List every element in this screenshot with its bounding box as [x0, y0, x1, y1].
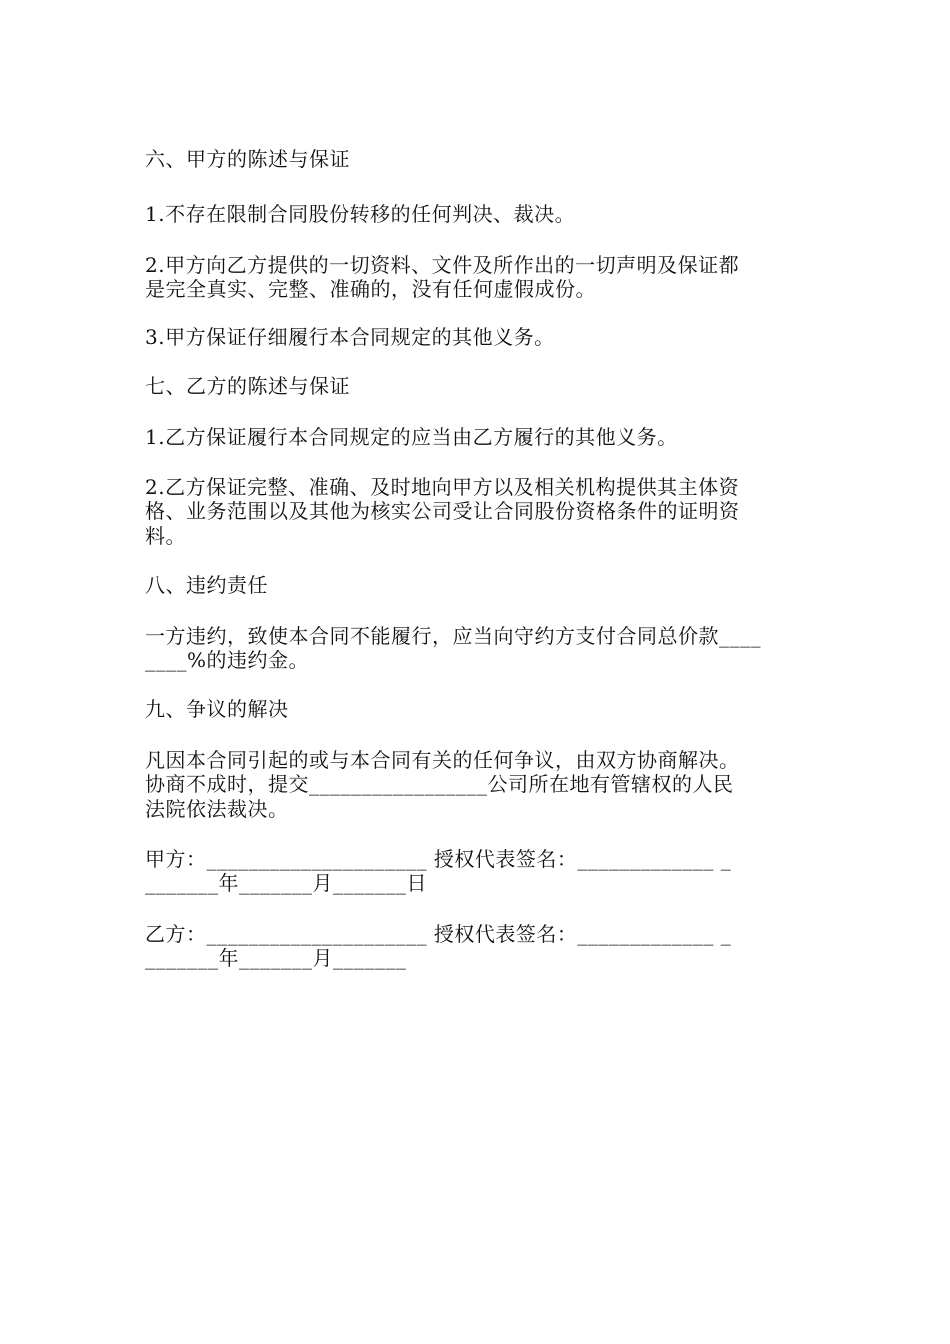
party-a-signature-line: 甲方：_____________________ 授权代表签名：_____________ _: [145, 847, 732, 871]
paragraph-6-2-line-2: 是完全真实、完整、准确的，没有任何虚假成份。: [145, 277, 596, 301]
party-a-date-line: _______年_______月_______日: [145, 871, 427, 895]
section-heading-9: 九、争议的解决: [145, 697, 289, 721]
paragraph-6-2-line-1: 2.甲方向乙方提供的一切资料、文件及所作出的一切声明及保证都: [145, 253, 740, 277]
section-heading-6: 六、甲方的陈述与保证: [145, 147, 350, 171]
party-b-signature-line: 乙方：_____________________ 授权代表签名：_____________ _: [145, 922, 732, 946]
paragraph-7-2-line-1: 2.乙方保证完整、准确、及时地向甲方以及相关机构提供其主体资: [145, 475, 740, 499]
paragraph-7-2-line-2: 格、业务范围以及其他为核实公司受让合同股份资格条件的证明资: [145, 499, 740, 523]
paragraph-7-1: 1.乙方保证履行本合同规定的应当由乙方履行的其他义务。: [145, 425, 678, 449]
party-b-date-line: _______年_______月_______: [145, 946, 407, 970]
paragraph-6-3: 3.甲方保证仔细履行本合同规定的其他义务。: [145, 325, 555, 349]
paragraph-9-line-2: 协商不成时，提交_________________公司所在地有管辖权的人民: [145, 772, 734, 796]
paragraph-8-line-2: ____%的违约金。: [145, 648, 310, 672]
section-heading-8: 八、违约责任: [145, 573, 268, 597]
section-heading-7: 七、乙方的陈述与保证: [145, 374, 350, 398]
paragraph-7-2-line-3: 料。: [145, 524, 186, 548]
paragraph-9-line-3: 法院依法裁决。: [145, 797, 289, 821]
paragraph-9-line-1: 凡因本合同引起的或与本合同有关的任何争议，由双方协商解决。: [145, 748, 740, 772]
paragraph-6-1: 1.不存在限制合同股份转移的任何判决、裁决。: [145, 202, 576, 226]
paragraph-8-line-1: 一方违约，致使本合同不能履行，应当向守约方支付合同总价款____: [145, 624, 761, 648]
